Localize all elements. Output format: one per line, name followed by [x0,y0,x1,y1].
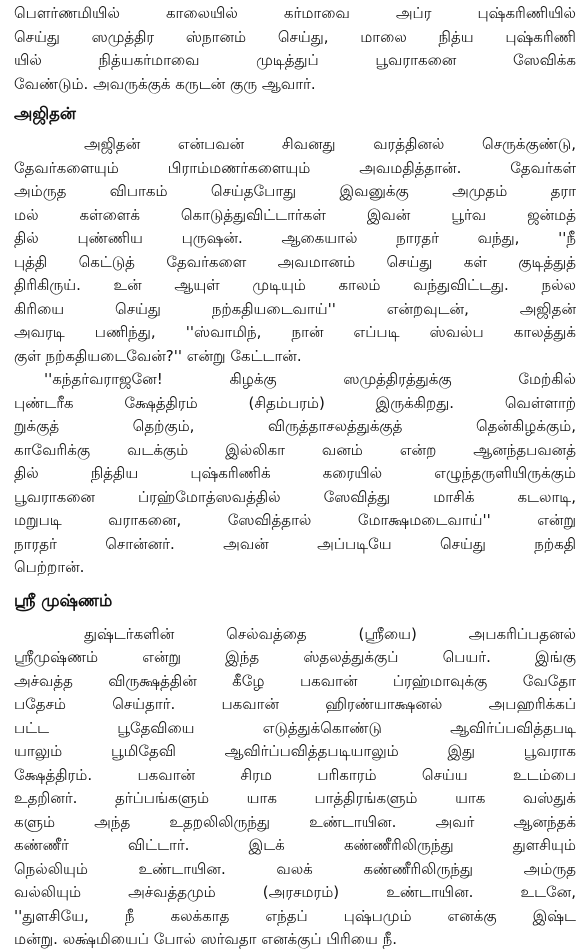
text-line: பதேசம் செய்தார். பகவான் ஹிரண்யாக்ஷனல் அபஹரிக்கப் [14,695,576,713]
text-line: செய்து ஸமுத்திர ஸ்நானம் செய்து, மாலை நித்ய புஷ்கரிணி [14,27,576,46]
text-line: துஷ்டர்களின் செல்வத்தை (ஸ்ரீயை) அபகரிப்பதனல் [84,624,576,643]
text-line: யாலும் பூமிதேவி ஆவிர்ப்பவித்தபடியாலும் இது பூவராக [14,742,576,760]
text-line: மன்று. லக்ஷ்மியைப் போல் ஸர்வதா எனக்குப் பிரியை நீ. [14,930,397,948]
text-line: களும் அந்த உதறலிலிருந்து உண்டாயின. அவர் ஆனந்தக் [14,812,576,831]
text-line: மல் கள்ளைக் கொடுத்துவிட்டார்கள் இவன் பூர்வ ஜன்மத் [14,205,576,224]
intro-paragraph [14,2,576,96]
text-line: றுக்குத் தெற்கும், விருத்தாசலத்துக்குத் தென்கிழக்கும், [14,417,576,435]
text-line: திரிகிருய். உன் ஆயுள் முடியும் காலம் வந்துவிட்டது. நல்ல [14,276,576,294]
text-line: வல்லியும் அச்வத்தமும் (அரசமரம்) உண்டாயின. உடனே, [14,883,576,901]
text-line: ஸ்ரீமுஷ்ணம் என்று இந்த ஸ்தலத்துக்குப் பெயர். இங்கு [14,648,576,666]
text-line: பட்ட பூதேவியை எடுத்துக்கொண்டு ஆவிர்ப்பவித்தபடி [14,718,576,737]
section-heading-srimushnam: ஸ்ரீ முஷ்ணம் [14,590,113,610]
ajithan-paragraph-1 [14,133,576,368]
text-line: அவரடி பணிந்து, ''ஸ்வாமிந், நான் எப்படி ஸ்வல்ப காலத்துக் [14,323,576,341]
book-page [14,2,576,952]
text-line: அச்வத்த விருக்ஷத்தின் கீழே பகவான் ப்ரஹ்மாவுக்கு வேதோ [14,671,576,690]
text-line: பூவராகனை ப்ரஹ்மோத்ஸவத்தில் ஸேவித்து மாசிக் கடலாடி, [14,487,576,506]
text-line: புண்டரீக க்ஷேத்திரம் (சிதம்பரம்) இருக்கிறது. வெள்ளாற் [14,393,576,412]
text-line: க்ஷேத்திரம். பகவான் சிரம பரிகாரம் செய்ய உடம்பை [14,765,576,784]
text-line: தில் புண்ணிய புருஷன். ஆகையால் நாரதர் வந்து, ''நீ [14,229,576,247]
text-line: அம்ருத விபாகம் செய்தபோது இவனுக்கு அமுதம் தரா [14,182,576,200]
ajithan-paragraph-2 [14,368,576,580]
text-line: கிரியை செய்து நற்கதியடைவாய்'' என்றவுடன், அஜிதன் [14,299,576,318]
text-line: உதறினர். தர்ப்பங்களும் யாக பாத்திரங்களும் யாக வஸ்துக் [14,789,576,807]
text-line: ''துளசியே, நீ கலக்காத எந்தப் புஷ்பமும் எனக்கு இஷ்ட [14,906,576,925]
text-line: வேண்டும். அவருக்குக் கருடன் குரு ஆவார். [14,74,316,93]
text-line: காவேரிக்கு வடக்கும் இல்லிகா வனம் என்ற ஆனந்தபவனத் [14,440,576,459]
text-line: பெற்றான். [14,558,85,576]
text-line: நெல்லியும் உண்டாயின. வலக் கண்ணீரிலிருந்து அம்ருத [14,859,576,878]
section-heading-ajithan: அஜிதன் [14,104,76,123]
text-line: மறுபடி வராகனை, ஸேவித்தால் மோக்ஷமடைவாய்'' என்று [14,511,576,529]
text-line: குள் நற்கதியடைவேன்?'' என்று கேட்டான். [14,346,302,365]
srimushnam-paragraph-1 [14,623,576,952]
text-line: யில் நித்யகர்மாவை முடித்துப் பூவராகனை ஸேவிக்க [14,51,576,69]
text-line: தேவர்களையும் பிராம்மணர்களையும் அவமதித்தான். தேவர்கள் [14,158,576,177]
text-line: அஜிதன் என்பவன் சிவனது வரத்தினல் செருக்குண்டு, [84,135,576,153]
text-line: நாரதர் சொன்னர். அவன் அப்படியே செய்து நற்கதி [14,534,576,553]
text-line: ''கந்தர்வராஜனே! கிழக்கு ஸமுத்திரத்துக்கு மேற்கில் [44,370,576,388]
text-line: கண்ணீர் விட்டார். இடக் கண்ணீரிலிருந்து துளசியும் [14,836,576,854]
text-line: தில் நித்திய புஷ்கரிணிக் கரையில் எழுந்தருளியிருக்கும் [14,464,576,482]
text-line: பௌர்ணமியில் காலையில் கர்மாவை அப்ர புஷ்கரிணியில் [14,4,576,22]
text-line: புத்தி கெட்டுத் தேவர்களை அவமானம் செய்து கள் குடித்துத் [14,252,576,271]
